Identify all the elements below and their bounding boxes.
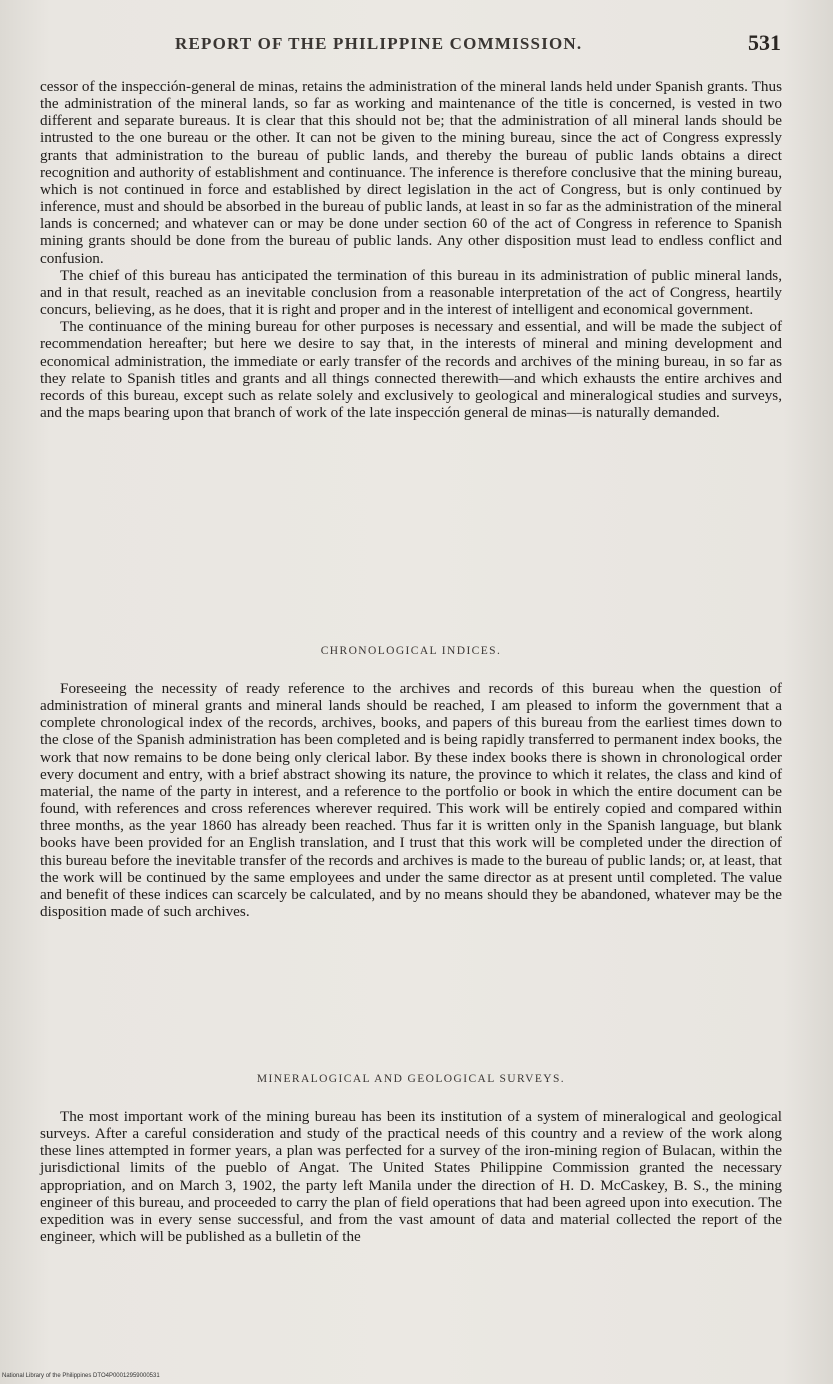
archive-footer: National Library of the Philippines DTO4P00012959000531: [2, 1373, 160, 1379]
paragraph-surveys: The most important work of the mining bureau has been its institution of a system of mineralogical and geological surveys. After a careful consideration and study of the practical needs of this country and a review of the work along these lines attempted in former years, a plan was perfected for a survey of the iron-mining region of Bulacan, within the jurisdictional limits of the pueblo of Angat. The United States Philippine Commission granted the necessary appropriation, and on March 3, 1902, the party left Manila under the direction of H. D. McCaskey, B. S., the mining engineer of this bureau, and proceeded to carry the plan of field operations that had been agreed upon into execution. The expedition was in every sense successful, and from the vast amount of data and material collected the report of the engineer, which will be published as a bulletin of the: [40, 1108, 782, 1246]
text-block-surveys: [40, 1108, 782, 1245]
paragraph-continuation: cessor of the inspección-general de minas, retains the administration of the mineral lands held under Spanish grants. Thus the administration of the mineral lands, so far as working and maintenance of the title is concerned, is vested in two different and separate bureaus. It is clear that this should not be; that the administration of all mineral lands should be intrusted to the one bureau or the other. It can not be given to the mining bureau, since the act of Congress expressly grants that administration to the bureau of public lands, and thereby the bureau of public lands obtains a direct recognition and authority of establishment and continuance. The inference is therefore conclusive that the mining bureau, which is not continued in force and established by direct legislation in the act of Congress, but is only continued by inference, must and should be absorbed in the bureau of public lands, at least in so far as the administration of the mineral lands is concerned; and whatever can or may be done under section 60 of the act of Congress in reference to Spanish mining grants should be done from the bureau of public lands. Any other disposition must lead to endless conflict and confusion.: [40, 78, 782, 267]
text-block-chronological: [40, 680, 782, 920]
text-block-top: [40, 78, 782, 421]
page-header: [40, 30, 785, 60]
paragraph-chronological-indices: Foreseeing the necessity of ready reference to the archives and records of this bureau when the question of administration of mineral grants and mineral lands should be reached, I am pleased to inform the government that a complete chronological index of the records, archives, books, and papers of this bureau from the earliest times down to the close of the Spanish administration has been completed and is being rapidly transferred to permanent index books, the work that now remains to be done being only clerical labor. By these index books there is shown in chronological order every document and entry, with a brief abstract showing its nature, the province to which it relates, the class and kind of material, the name of the party in interest, and a reference to the portfolio or book in which the entire document can be found, with references and cross references wherever required. This work will be entirely copied and compared within three months, as the year 1860 has already been reached. Thus far it is written only in the Spanish language, but blank books have been provided for an English translation, and I trust that this work will be completed under the direction of this bureau before the inevitable transfer of the records and archives is made to the bureau of public lands; or, at least, that the work will be continued by the same employees and under the same director as at present until completed. The value and benefit of these indices can scarcely be calculated, and by no means should they be abandoned, whatever may be the disposition made of such archives.: [40, 680, 782, 921]
paragraph-bureau-continuance: The continuance of the mining bureau for other purposes is necessary and essential, and will be made the subject of recommendation hereafter; but here we desire to say that, in the interests of mineral and mining development and economical administration, the immediate or early transfer of the records and archives of the mining bureau, in so far as they relate to Spanish titles and grants and all things connected therewith—and which exhausts the entire archives and records of this bureau, except such as relate solely and exclusively to geological and mineralogical studies and surveys, and the maps bearing upon that branch of work of the late inspección general de minas—is naturally demanded.: [40, 318, 782, 421]
heading-text: MINERALOGICAL AND GEOLOGICAL SURVEYS.: [256, 1073, 566, 1085]
running-head: REPORT OF THE PHILIPPINE COMMISSION.: [175, 34, 583, 53]
section-heading-chronological: [40, 645, 782, 657]
page-number: 531: [748, 30, 781, 55]
heading-text: CHRONOLOGICAL INDICES.: [320, 645, 502, 657]
paragraph-chief-anticipation: The chief of this bureau has anticipated the termination of this bureau in its administration of public mineral lands, and in that result, reached as an inevitable conclusion from a reasonable interpretation of the act of Congress, heartily concurs, believing, as he does, that it is right and proper and in the interest of intelligent and economical government.: [40, 266, 782, 319]
section-heading-surveys: [40, 1073, 782, 1085]
